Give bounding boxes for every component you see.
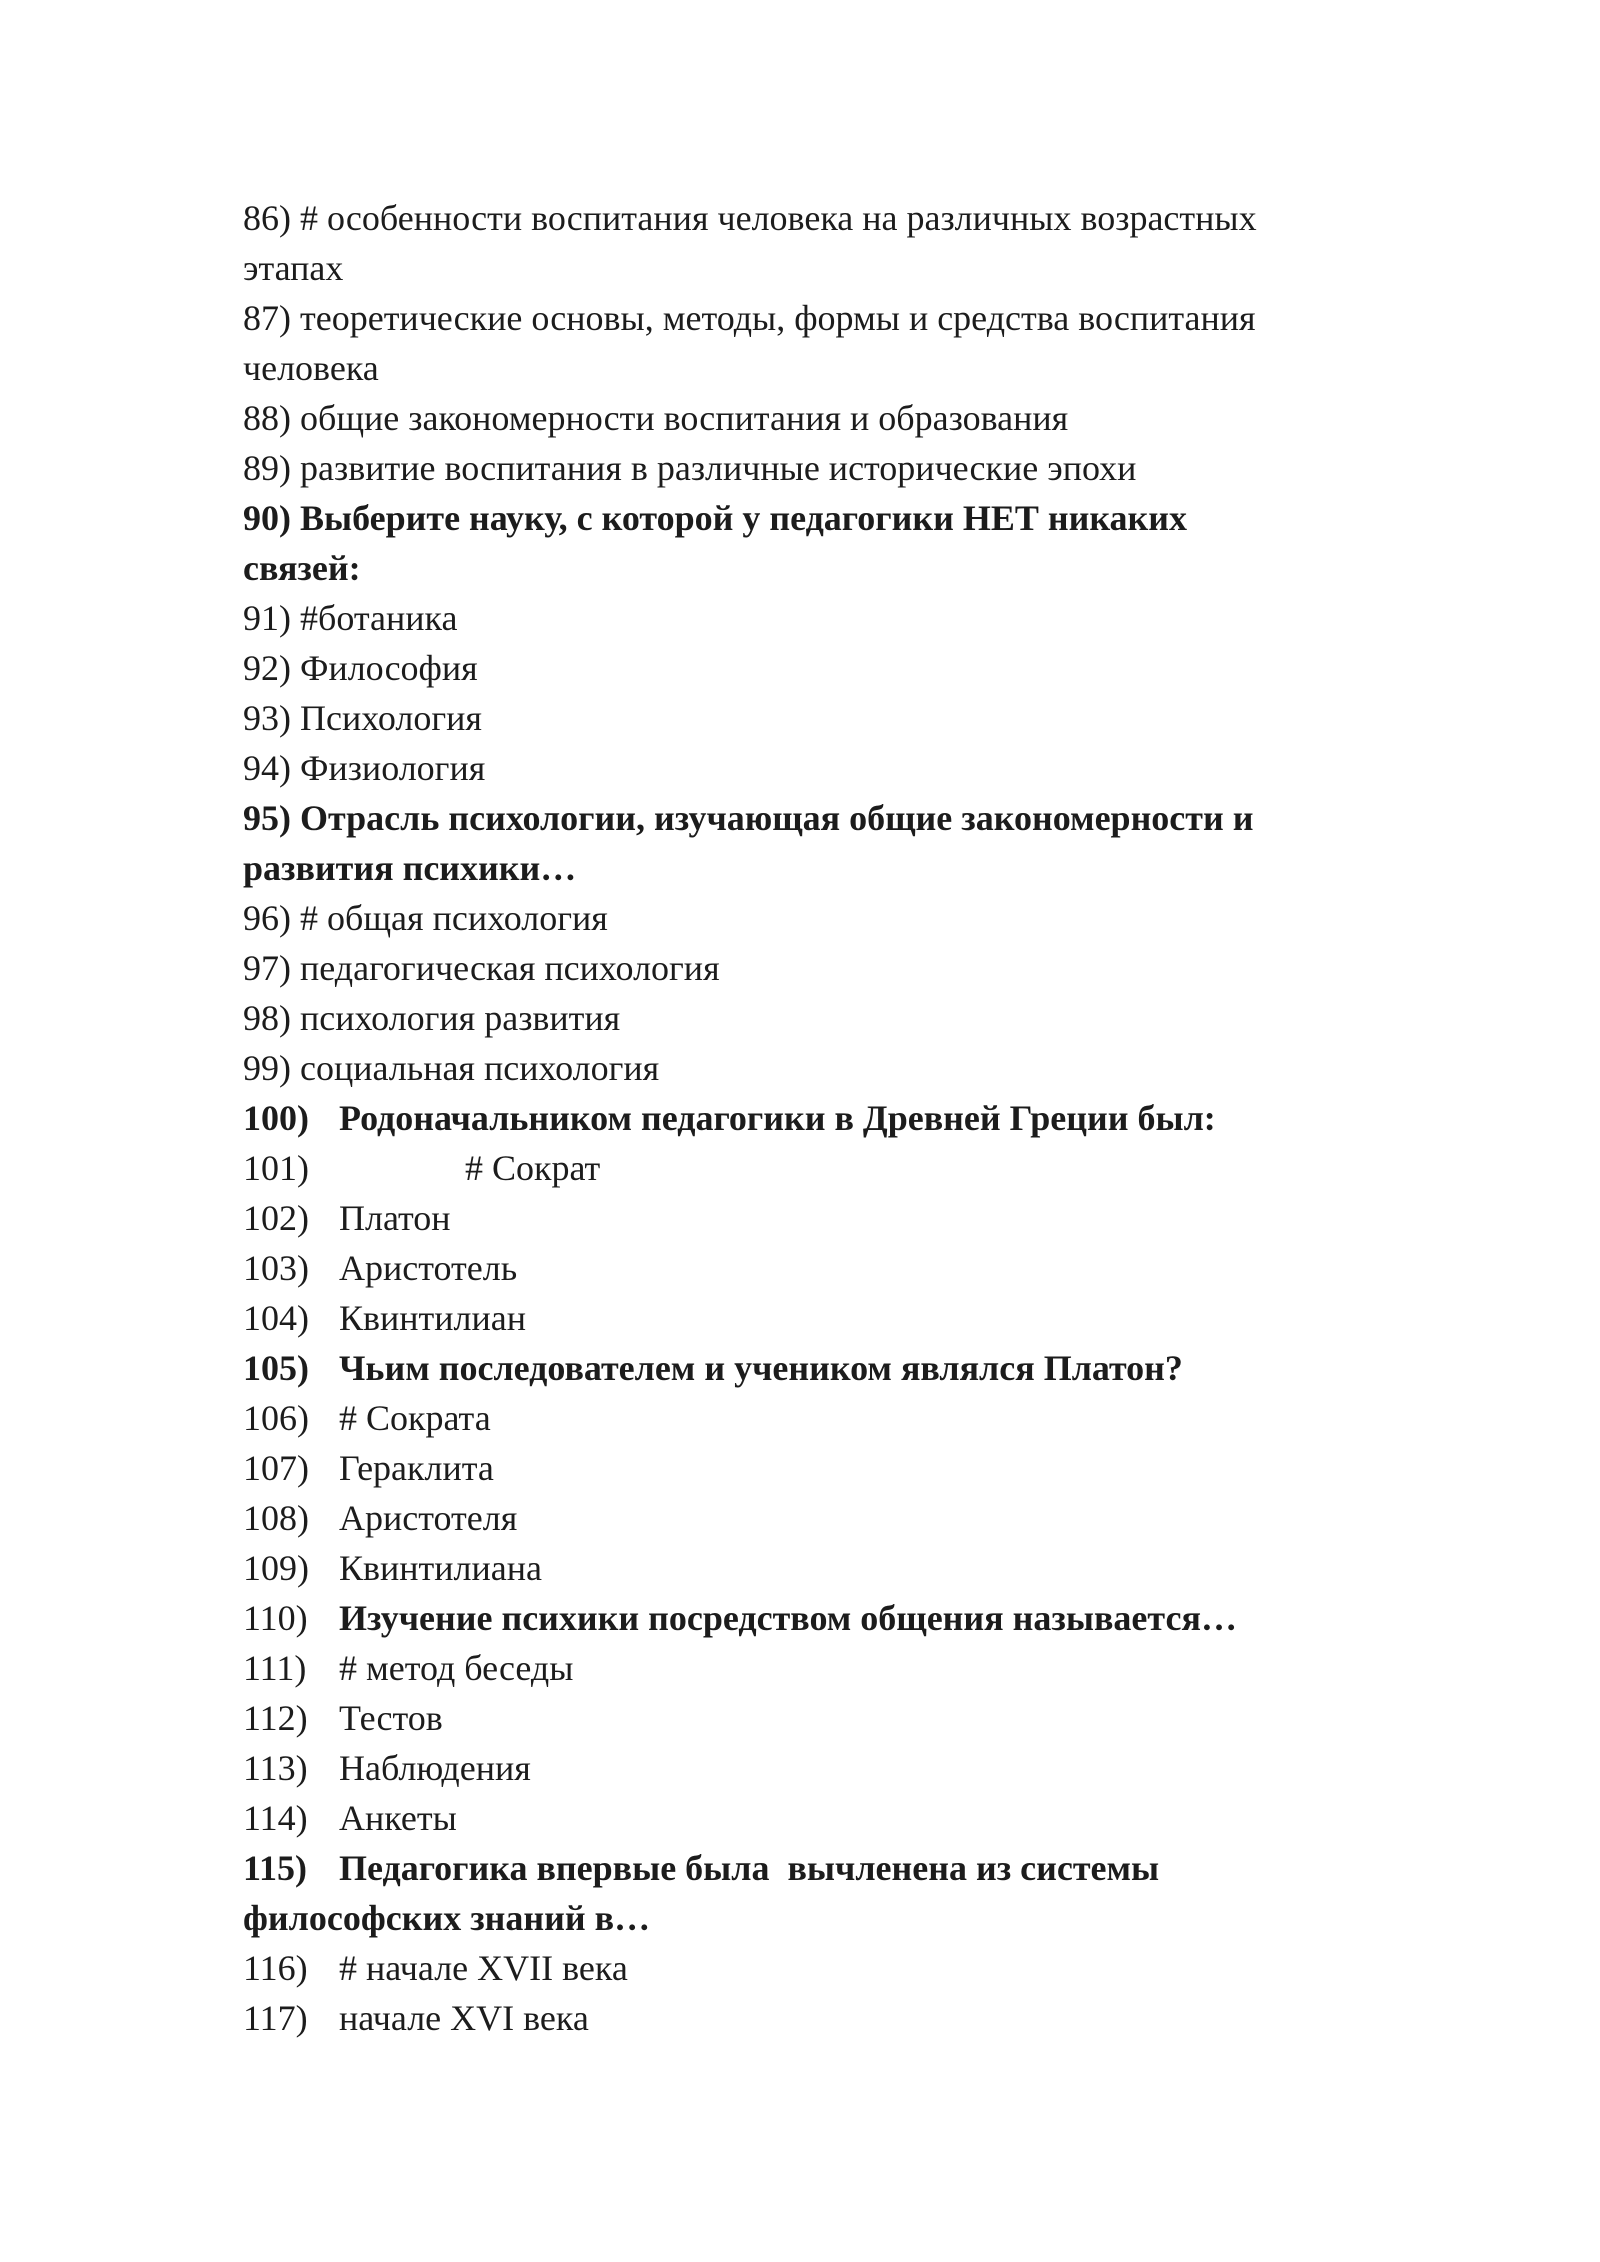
answer-line: [243, 1693, 1373, 1743]
item-number: 88): [243, 398, 291, 438]
item-text: Физиология: [300, 748, 486, 788]
item-number: 97): [243, 948, 291, 988]
answer-line: [243, 1493, 1373, 1543]
item-number: 87): [243, 298, 291, 338]
item-number: 90): [243, 498, 291, 538]
item-number: 107): [243, 1448, 309, 1488]
item-number: 98): [243, 998, 291, 1038]
item-number: 99): [243, 1048, 291, 1088]
answer-line: [243, 1193, 1373, 1243]
item-text: этапах: [243, 248, 344, 288]
answer-line: [243, 943, 1373, 993]
item-text: теоретические основы, методы, формы и средства воспитания: [300, 298, 1256, 338]
item-number: 96): [243, 898, 291, 938]
item-number: 92): [243, 648, 291, 688]
item-number: 94): [243, 748, 291, 788]
item-number: 114): [243, 1798, 308, 1838]
answer-line: [243, 643, 1373, 693]
item-text: Аристотель: [339, 1248, 518, 1288]
item-number: 89): [243, 448, 291, 488]
item-number: 103): [243, 1248, 309, 1288]
item-text: Выберите науку, с которой у педагогики НЕТ никаких: [300, 498, 1188, 538]
item-text: Квинтилиан: [339, 1298, 527, 1338]
answer-line: [243, 1993, 1373, 2043]
item-text: Родоначальником педагогики в Древней Греции был:: [339, 1098, 1216, 1138]
item-text: Платон: [339, 1198, 451, 1238]
question-list: [243, 193, 1373, 2043]
item-number: 116): [243, 1948, 308, 1988]
item-text: # начале XVII века: [339, 1948, 628, 1988]
answer-line: [243, 1643, 1373, 1693]
item-text: Тестов: [339, 1698, 443, 1738]
item-text: Наблюдения: [339, 1748, 531, 1788]
item-text: философских знаний в…: [243, 1898, 651, 1938]
question-line: [243, 543, 1373, 593]
item-text: связей:: [243, 548, 361, 588]
question-line: [243, 493, 1373, 543]
item-text: # Сократ: [339, 1148, 601, 1188]
answer-line: [243, 893, 1373, 943]
item-text: начале XVI века: [339, 1998, 589, 2038]
answer-line: [243, 243, 1373, 293]
item-text: Педагогика впервые была вычленена из системы: [339, 1848, 1160, 1888]
item-text: социальная психология: [300, 1048, 660, 1088]
answer-line: [243, 743, 1373, 793]
item-text: Квинтилиана: [339, 1548, 542, 1588]
answer-line: [243, 343, 1373, 393]
item-number: 108): [243, 1498, 309, 1538]
question-line: [243, 1343, 1373, 1393]
question-line: [243, 1893, 1373, 1943]
answer-line: [243, 293, 1373, 343]
answer-line: [243, 1293, 1373, 1343]
item-text: Философия: [300, 648, 478, 688]
item-text: # метод беседы: [339, 1648, 574, 1688]
question-line: [243, 843, 1373, 893]
item-text: # общая психология: [300, 898, 608, 938]
answer-line: [243, 1243, 1373, 1293]
item-text: # Сократа: [339, 1398, 491, 1438]
answer-line: [243, 593, 1373, 643]
question-line: [243, 1093, 1373, 1143]
item-number: 93): [243, 698, 291, 738]
item-text: развитие воспитания в различные исторические эпохи: [300, 448, 1137, 488]
item-number: 105): [243, 1348, 309, 1388]
answer-line: [243, 1743, 1373, 1793]
answer-line: [243, 1793, 1373, 1843]
item-text: Чьим последователем и учеником являлся Платон?: [339, 1348, 1183, 1388]
answer-line: [243, 193, 1373, 243]
item-text: Отрасль психологии, изучающая общие закономерности и: [300, 798, 1254, 838]
answer-line: [243, 693, 1373, 743]
answer-line: [243, 1143, 1373, 1193]
item-text: психология развития: [300, 998, 621, 1038]
item-number: 95): [243, 798, 291, 838]
item-text: педагогическая психология: [300, 948, 720, 988]
item-text: Анкеты: [339, 1798, 457, 1838]
item-number: 115): [243, 1848, 308, 1888]
item-text: Гераклита: [339, 1448, 494, 1488]
item-number: 101): [243, 1148, 309, 1188]
item-text: Психология: [300, 698, 482, 738]
item-text: Изучение психики посредством общения называется…: [339, 1598, 1237, 1638]
answer-line: [243, 1443, 1373, 1493]
item-number: 112): [243, 1698, 308, 1738]
item-number: 106): [243, 1398, 309, 1438]
answer-line: [243, 443, 1373, 493]
item-number: 100): [243, 1098, 309, 1138]
answer-line: [243, 393, 1373, 443]
item-text: Аристотеля: [339, 1498, 518, 1538]
answer-line: [243, 993, 1373, 1043]
answer-line: [243, 1043, 1373, 1093]
item-text: человека: [243, 348, 379, 388]
item-number: 102): [243, 1198, 309, 1238]
question-line: [243, 1593, 1373, 1643]
item-number: 113): [243, 1748, 308, 1788]
item-number: 104): [243, 1298, 309, 1338]
item-number: 117): [243, 1998, 308, 2038]
item-number: 109): [243, 1548, 309, 1588]
answer-line: [243, 1543, 1373, 1593]
item-text: # особенности воспитания человека на различных возрастных: [300, 198, 1257, 238]
item-text: развития психики…: [243, 848, 577, 888]
answer-line: [243, 1393, 1373, 1443]
question-line: [243, 793, 1373, 843]
item-number: 91): [243, 598, 291, 638]
item-number: 110): [243, 1598, 308, 1638]
question-line: [243, 1843, 1373, 1893]
item-number: 111): [243, 1648, 307, 1688]
item-text: общие закономерности воспитания и образования: [300, 398, 1069, 438]
item-number: 86): [243, 198, 291, 238]
answer-line: [243, 1943, 1373, 1993]
item-text: #ботаника: [300, 598, 458, 638]
